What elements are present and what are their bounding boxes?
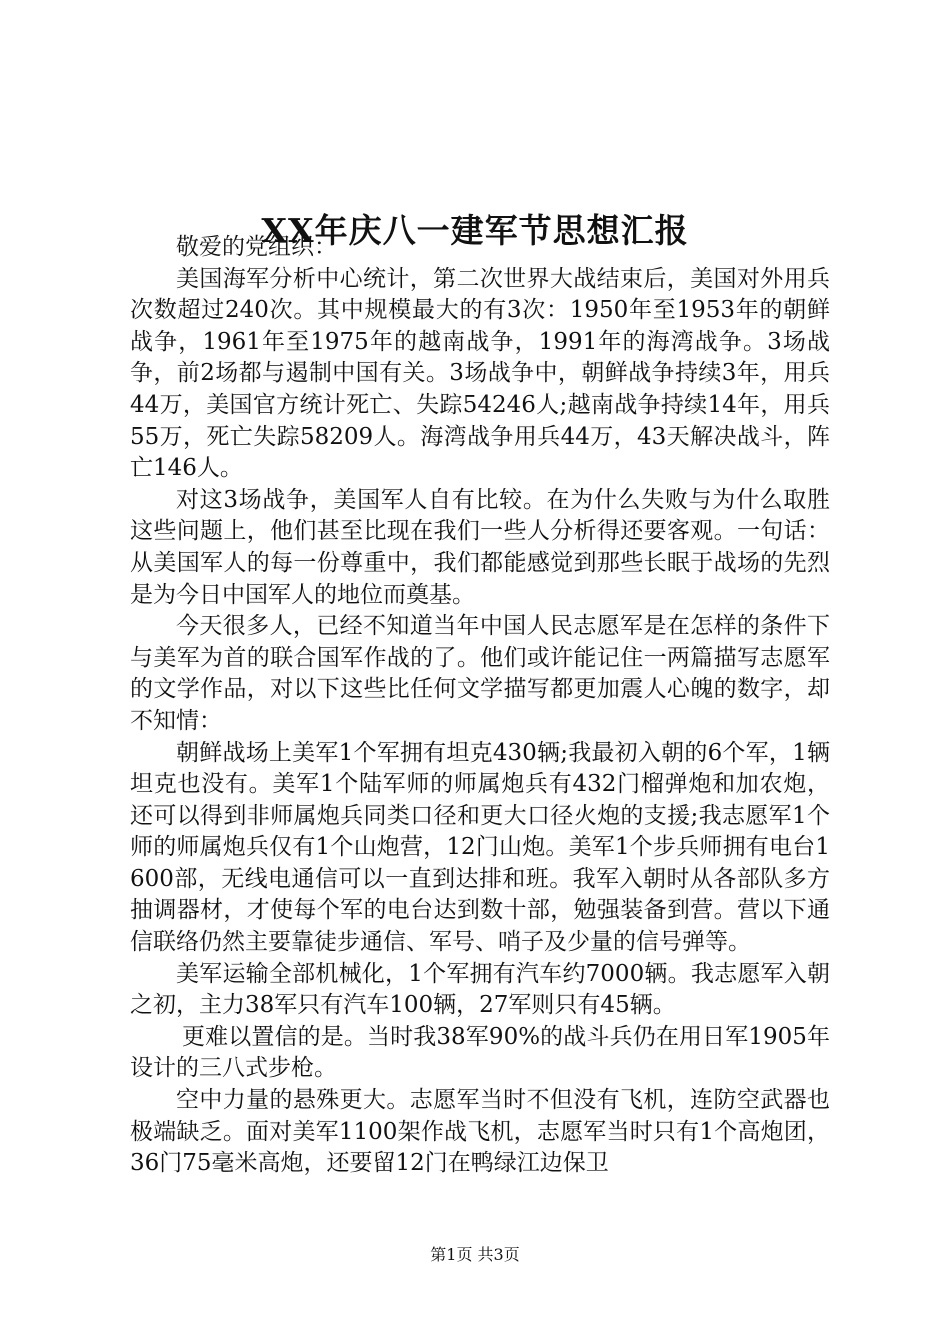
salutation: 敬爱的党组织：	[176, 234, 337, 260]
document-title: XX年庆八一建军节思想汇报	[261, 211, 689, 251]
paragraph-4: 朝鲜战场上美军1个军拥有坦克430辆;我最初入朝的6个军，1辆坦克也没有。美军1个陆军师的师属炮兵有432门榴弹炮和加农炮，还可以得到非师属炮兵同类口径和更大口径火炮的支援;我志愿军1个师的师属炮兵仅有1个山炮营，12门山炮。美军1个步兵师拥有电台1600部，无线电通信可以一直到达排和班。我军入朝时从各部队多方抽调器材，才使每个军的电台达到数十部，勉强装备到营。营以下通信联络仍然主要靠徒步通信、军号、哨子及少量的信号弹等。	[130, 739, 830, 956]
document-body	[130, 232, 830, 1180]
paragraph-7: 空中力量的悬殊更大。志愿军当时不但没有飞机，连防空武器也极端缺乏。面对美军1100架作战飞机，志愿军当时只有1个高炮团，36门75毫米高炮，还要留12门在鸭绿江边保卫	[130, 1087, 830, 1177]
paragraph-5: 美军运输全部机械化，1个军拥有汽车约7000辆。我志愿军入朝之初，主力38军只有汽车100辆，27军则只有45辆。	[130, 960, 830, 1019]
paragraph-6: 更难以置信的是。当时我38军90%的战斗兵仍在用日军1905年设计的三八式步枪。	[130, 1023, 830, 1082]
paragraph-1: 美国海军分析中心统计，第二次世界大战结束后，美国对外用兵次数超过240次。其中规模最大的有3次：1950年至1953年的朝鲜战争，1961年至1975年的越南战争，1991年的海湾战争。3场战争，前2场都与遏制中国有关。3场战争中，朝鲜战争持续3年，用兵44万，美国官方统计死亡、失踪54246人;越南战争持续14年，用兵55万，死亡失踪58209人。海湾战争用兵44万，43天解决战斗，阵亡146人。	[130, 265, 830, 482]
paragraph-2: 对这3场战争，美国军人自有比较。在为什么失败与为什么取胜这些问题上，他们甚至比现在我们一些人分析得还要客观。一句话：从美国军人的每一份尊重中，我们都能感觉到那些长眠于战场的先烈是为今日中国军人的地位而奠基。	[130, 486, 830, 608]
page-footer: 第1页 共3页	[430, 1245, 520, 1264]
paragraph-3: 今天很多人，已经不知道当年中国人民志愿军是在怎样的条件下与美军为首的联合国军作战的了。他们或许能记住一两篇描写志愿军的文学作品，对以下这些比任何文学描写都更加震人心魄的数字，却不知情：	[130, 613, 830, 734]
